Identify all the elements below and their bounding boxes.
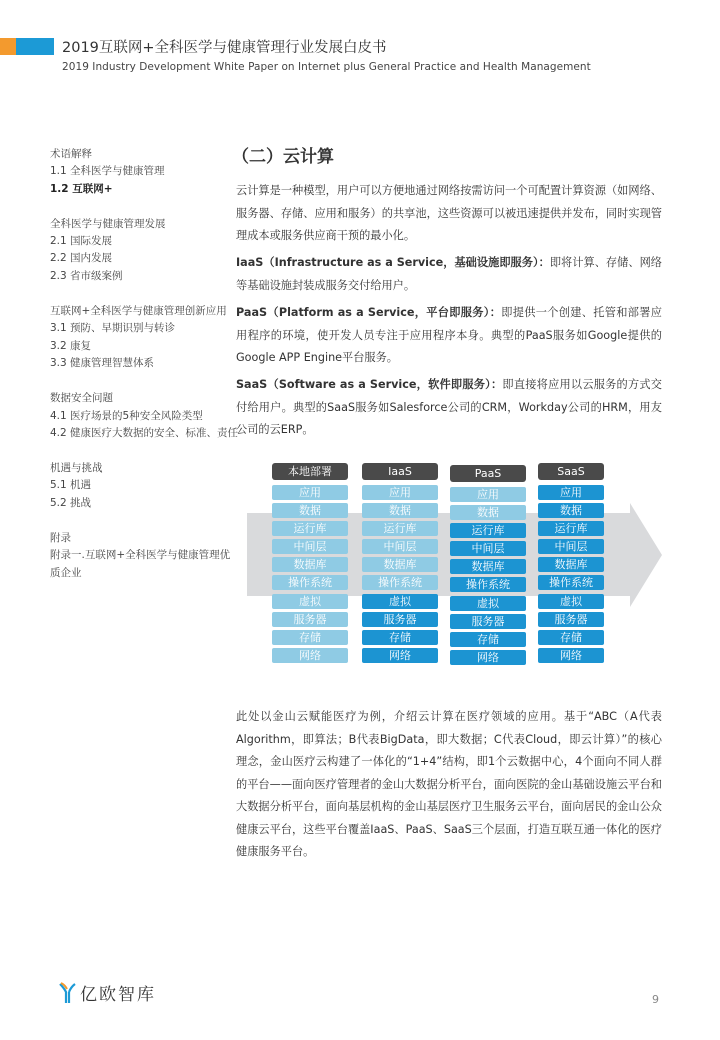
diagram-layer-cell: 中间层 — [272, 539, 348, 554]
diagram-column-header: IaaS — [362, 463, 438, 480]
diagram-layer-cell: 应用 — [272, 485, 348, 500]
diagram-layer-cell: 数据 — [272, 503, 348, 518]
footer-logo — [58, 980, 156, 1005]
iaas-paragraph — [236, 252, 662, 297]
document-subtitle: 2019 Industry Development White Paper on Internet plus General Practice and Health Management — [62, 61, 591, 73]
diagram-layer-cell: 运行库 — [272, 521, 348, 536]
diagram-layer-cell: 虚拟 — [450, 596, 526, 611]
logo-text: 亿欧智库 — [80, 985, 156, 1005]
toc-item[interactable]: 4.2 健康医疗大数据的安全、标准、责任 — [50, 426, 239, 439]
saas-paragraph — [236, 374, 662, 442]
diagram-layer-cell: 服务器 — [538, 612, 604, 627]
diagram-layer-cell: 中间层 — [538, 539, 604, 554]
diagram-layer-cell: 应用 — [362, 485, 438, 500]
toc-item[interactable]: 术语解释 — [50, 148, 92, 160]
diagram-layer-cell: 数据 — [450, 505, 526, 520]
toc-item[interactable]: 4.1 医疗场景的5种安全风险类型 — [50, 409, 203, 422]
diagram-layer-cell: 数据 — [538, 503, 604, 518]
toc-item[interactable]: 机遇与挑战 — [50, 462, 103, 475]
toc-item[interactable]: 1.1 全科医学与健康管理 — [50, 165, 165, 178]
toc-item[interactable]: 互联网+全科医学与健康管理创新应用 — [50, 305, 227, 318]
saas-description: 即直接将应用以云服务的方式交付给用户。典型的SaaS服务如Salesforce公司的CRM，Workday公司的HRM，用友公司的云ERP。 — [236, 378, 662, 436]
diagram-column-header: SaaS — [538, 463, 604, 480]
page-number: 9 — [652, 993, 659, 1006]
diagram-layer-cell: 操作系统 — [538, 575, 604, 590]
closing-paragraph: 此处以金山云赋能医疗为例，介绍云计算在医疗领域的应用。基于“ABC（A代表Algorithm，即算法；B代表BigData，即大数据；C代表Cloud，即云计算）”的核心理念，金山医疗云构建了一体化的“1+4”结构，即1个云数据中心，4个面向不同人群的平台——面向医疗管理者的金山大数据分析平台，面向医院的金山基础设施云平台和大数据分析平台，面向基层机构的金山基层医疗卫生服务云平台，面向居民的金山公众健康云平台，这些平台覆盖IaaS、PaaS、SaaS三个层面，打造互联互通一体化的医疗健康服务平台。 — [236, 710, 662, 858]
diagram-layer-cell: 数据库 — [450, 559, 526, 574]
diagram-layer-cell: 数据库 — [362, 557, 438, 572]
diagram-layer-cell: 运行库 — [450, 523, 526, 538]
diagram-layer-cell: 操作系统 — [272, 575, 348, 590]
diagram-layer-cell: 虚拟 — [362, 594, 438, 609]
diagram-layer-cell: 数据 — [362, 503, 438, 518]
toc-item[interactable]: 2.2 国内发展 — [50, 252, 113, 265]
diagram-layer-cell: 中间层 — [362, 539, 438, 554]
toc-item-current[interactable]: 1.2 互联网+ — [50, 182, 113, 195]
toc-item[interactable]: 3.1 预防、早期识别与转诊 — [50, 322, 176, 335]
diagram-layer-cell: 网络 — [362, 648, 438, 663]
toc-item[interactable]: 附录一.互联网+全科医学与健康管理优质企业 — [50, 549, 231, 579]
paas-term: PaaS（Platform as a Service，平台即服务）： — [236, 306, 502, 319]
diagram-column-header: PaaS — [450, 465, 526, 482]
saas-term: SaaS（Software as a Service，软件即服务）： — [236, 378, 503, 391]
diagram-layer-cell: 运行库 — [538, 521, 604, 536]
toc-item[interactable]: 5.1 机遇 — [50, 479, 92, 492]
diagram-layer-cell: 虚拟 — [272, 594, 348, 609]
iaas-term: IaaS（Infrastructure as a Service，基础设施即服务）： — [236, 256, 550, 269]
diagram-layer-cell: 网络 — [272, 648, 348, 663]
diagram-layer-cell: 服务器 — [272, 612, 348, 627]
toc-item[interactable]: 2.3 省市级案例 — [50, 269, 123, 282]
diagram-layer-cell: 运行库 — [362, 521, 438, 536]
diagram-layer-cell: 数据库 — [272, 557, 348, 572]
toc-item[interactable]: 3.3 健康管理智慧体系 — [50, 356, 155, 369]
diagram-layer-cell: 存储 — [538, 630, 604, 645]
diagram-layer-cell: 网络 — [450, 650, 526, 665]
toc-item[interactable]: 数据安全问题 — [50, 392, 113, 405]
diagram-layer-cell: 操作系统 — [450, 577, 526, 592]
diagram-layer-cell: 应用 — [538, 485, 604, 500]
document-title: 2019互联网+全科医学与健康管理行业发展白皮书 — [62, 40, 387, 56]
diagram-layer-cell: 数据库 — [538, 557, 604, 572]
table-of-contents — [50, 146, 240, 582]
yiou-logo-icon — [58, 982, 76, 1004]
toc-item[interactable]: 2.1 国际发展 — [50, 235, 113, 248]
header-bar-blue — [16, 38, 54, 55]
intro-paragraph: 云计算是一种模型，用户可以方便地通过网络按需访问一个可配置计算资源（如网络、服务器、存储、应用和服务）的共享池，这些资源可以被迅速提供并发布，同时实现管理成本或服务供应商干预的最小化。 — [236, 184, 662, 242]
iaas-description: 即将计算、存储、网络等基础设施封装成服务交付给用户。 — [236, 256, 662, 292]
diagram-layer-cell: 存储 — [450, 632, 526, 647]
toc-item[interactable]: 5.2 挑战 — [50, 496, 92, 509]
toc-item[interactable]: 附录 — [50, 532, 71, 545]
paas-description: 即提供一个创建、托管和部署应用程序的环境，使开发人员专注于应用程序本身。典型的PaaS服务如Google提供的Google APP Engine平台服务。 — [236, 306, 662, 364]
diagram-layer-cell: 存储 — [272, 630, 348, 645]
diagram-layer-cell: 服务器 — [450, 614, 526, 629]
diagram-layer-cell: 虚拟 — [538, 594, 604, 609]
diagram-layer-cell: 中间层 — [450, 541, 526, 556]
diagram-column-header: 本地部署 — [272, 463, 348, 480]
section-title: （二）云计算 — [232, 147, 334, 167]
header-bar-orange — [0, 38, 16, 55]
toc-item[interactable]: 全科医学与健康管理发展 — [50, 217, 166, 230]
diagram-layer-cell: 网络 — [538, 648, 604, 663]
diagram-layer-cell: 服务器 — [362, 612, 438, 627]
diagram-layer-cell: 存储 — [362, 630, 438, 645]
toc-item[interactable]: 3.2 康复 — [50, 339, 92, 352]
diagram-layer-cell: 操作系统 — [362, 575, 438, 590]
diagram-layer-cell: 应用 — [450, 487, 526, 502]
paas-paragraph — [236, 302, 662, 370]
